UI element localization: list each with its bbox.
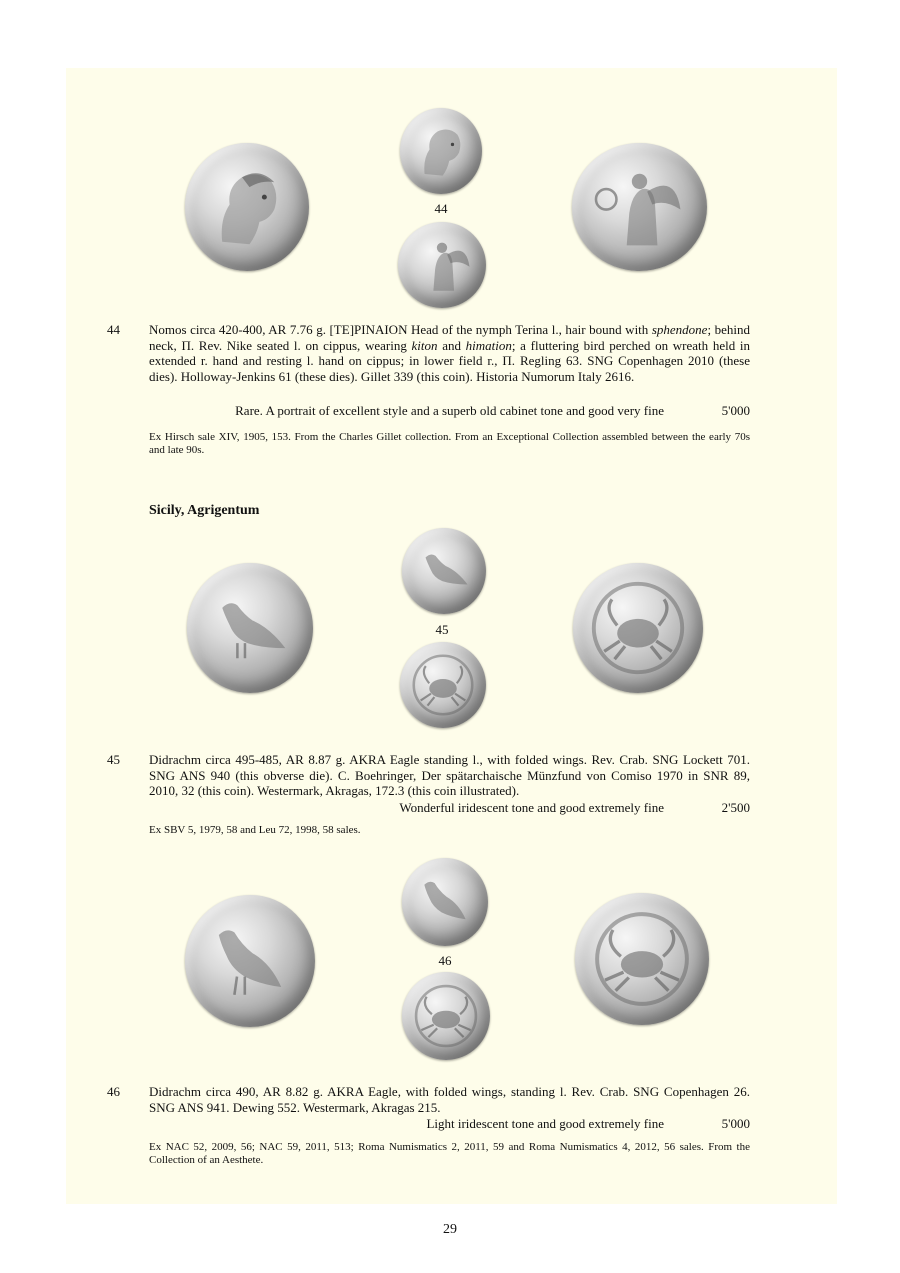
eagle-icon: [402, 858, 488, 946]
lot-44-number: 44: [107, 322, 120, 337]
lot-44-image-label: 44: [434, 201, 448, 216]
lot-45-image-label: 45: [435, 622, 449, 637]
lot-45-description: Wonderful iridescent tone and good extremely fine: [399, 800, 664, 815]
lot-45-obverse-small: [402, 528, 486, 614]
crab-icon: [573, 563, 703, 693]
crab-icon: [400, 642, 486, 728]
lot-44-reverse-small: [398, 222, 486, 308]
nymph-head-icon: [185, 143, 309, 271]
lot-45-text: Didrachm circa 495-485, AR 8.87 g. AKRA Eagle standing l., with folded wings. Rev. Crab. SNG Lockett 701. SNG ANS 940 (this obverse die). C. Boehringer, Der spätarchaische Münzfund von Comiso 1970 in SNR 89, 2010, 32 (this coin). Westermark, Akragas, 172.3 (this coin illustrated).: [149, 752, 750, 798]
lot-45-number: 45: [107, 752, 120, 767]
lot-46-reverse-small: [402, 972, 490, 1060]
lot-44-price: 5'000: [721, 403, 750, 418]
lot-45-reverse-small: [400, 642, 486, 728]
crab-icon: [575, 893, 709, 1025]
crab-icon: [402, 972, 490, 1060]
lot-46-image-label: 46: [438, 953, 452, 968]
lot-44-obverse-small: [400, 108, 482, 194]
eagle-icon: [185, 895, 315, 1027]
lot-45-obverse-large: [187, 563, 313, 693]
lot-46-reverse-large: [575, 893, 709, 1025]
eagle-icon: [187, 563, 313, 693]
lot-44-description-line: [149, 403, 750, 419]
nike-seated-icon: [572, 143, 707, 271]
lot-46-price: 5'000: [721, 1116, 750, 1131]
lot-46-provenance: Ex NAC 52, 2009, 56; NAC 59, 2011, 513; Roma Numismatics 2, 2011, 59 and Roma Numismatics 4, 2012, 56 sales. From the Collection of an Aesthete.: [149, 1141, 750, 1166]
lot-46-description-line: [149, 1116, 750, 1132]
lot-46-description: Light iridescent tone and good extremely fine: [426, 1116, 664, 1131]
lot-44-text: Nomos circa 420-400, AR 7.76 g. [TE]PINAION Head of the nymph Terina l., hair bound with sphendone; behind neck, Π. Rev. Nike seated l. on cippus, wearing kiton and himation; a fluttering bird perched on wreath held in extended r. hand and resting l. hand on cippus; in lower field r., Π. Regling 63. SNG Copenhagen 2010 (these dies). Holloway-Jenkins 61 (these dies). Gillet 339 (this coin). Historia Numorum Italy 2616.: [149, 322, 750, 384]
lot-44-reverse-large: [572, 143, 707, 271]
lot-45-provenance: Ex SBV 5, 1979, 58 and Leu 72, 1998, 58 sales.: [149, 824, 361, 836]
page-number: 29: [443, 1222, 457, 1237]
lot-46-number: 46: [107, 1084, 120, 1099]
lot-46-obverse-small: [402, 858, 488, 946]
lot-46-obverse-large: [185, 895, 315, 1027]
lot-45-reverse-large: [573, 563, 703, 693]
lot-44-provenance: Ex Hirsch sale XIV, 1905, 153. From the Charles Gillet collection. From an Exceptional Collection assembled between the early 70s and late 90s.: [149, 431, 750, 456]
lot-46-text: Didrachm circa 490, AR 8.82 g. AKRA Eagle, with folded wings, standing l. Rev. Crab. SNG Copenhagen 26. SNG ANS 941. Dewing 552. Westermark, Akragas 215.: [149, 1084, 750, 1115]
eagle-icon: [402, 528, 486, 614]
nike-seated-icon: [398, 222, 486, 308]
section-heading: Sicily, Agrigentum: [149, 503, 260, 518]
lot-45-description-line: [149, 800, 750, 816]
lot-44-description: Rare. A portrait of excellent style and a superb old cabinet tone and good very fine: [235, 403, 664, 418]
lot-44-obverse-large: [185, 143, 309, 271]
lot-45-price: 2'500: [721, 800, 750, 815]
nymph-head-icon: [400, 108, 482, 194]
